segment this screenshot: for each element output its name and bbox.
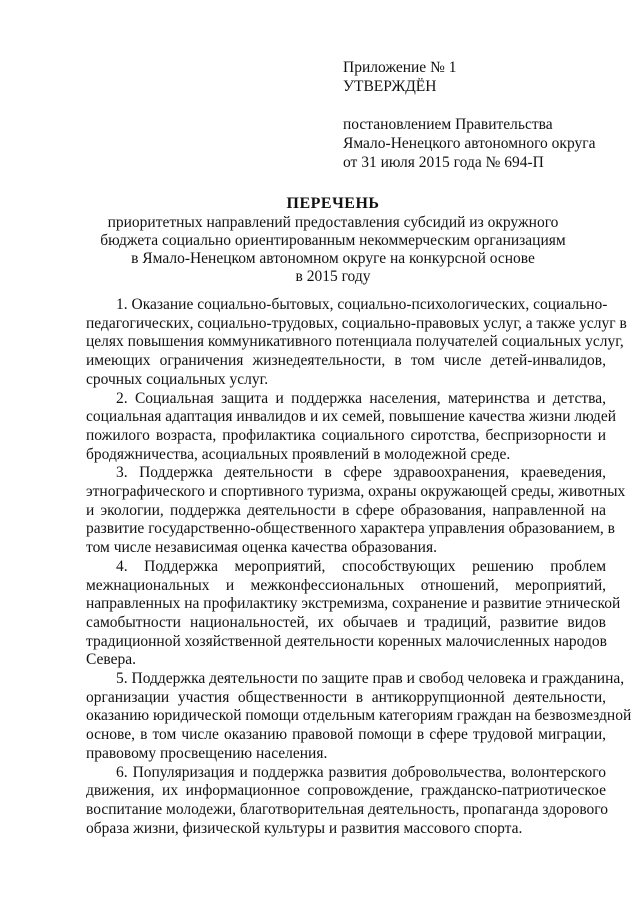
document-heading <box>60 194 606 286</box>
item-line: 5. Поддержка деятельности по защите прав и свобод человека и гражданина, <box>116 670 625 688</box>
item-line: правовому просвещению населения. <box>86 744 328 762</box>
list-item <box>86 389 616 465</box>
item-line: бродяжничества, асоциальных проявлений в молодежной среде. <box>86 445 511 463</box>
approved-stamp: УТВЕРЖДЁН <box>343 78 437 95</box>
item-line: Севера. <box>86 651 137 669</box>
subtitle-line: в 2015 году <box>295 268 371 285</box>
subtitle-line: приоритетных направлений предоставления субсидий из окружного <box>107 214 559 231</box>
item-line: традиционной хозяйственной деятельности коренных малочисленных народов <box>86 632 607 650</box>
list-item <box>86 464 626 558</box>
item-line: образа жизни, физической культуры и развития массового спорта. <box>86 819 523 837</box>
item-line: том числе независимая оценка качества образования. <box>86 539 437 557</box>
item-line: воспитание молодежи, благотворительная деятельность, пропаганда здорового <box>86 800 609 818</box>
item-line: основе, в том числе оказанию правовой помощи в сфере трудовой миграции, <box>86 726 606 744</box>
subtitle-line: в Ямало-Ненецком автономном округе на конкурсной основе <box>131 250 535 267</box>
item-line: социальная адаптация инвалидов и их семей, повышение качества жизни людей <box>86 408 616 426</box>
list-item <box>86 670 632 764</box>
item-line: этнографического и спортивного туризма, охраны окружающей среды, животных <box>86 483 626 501</box>
item-line: 3. Поддержка деятельности в сфере здравоохранения, краеведения, <box>116 464 606 482</box>
list-item <box>86 296 627 390</box>
item-line: направленных на профилактику экстремизма, сохранение и развитие этнической <box>86 595 621 613</box>
item-line: имеющих ограничения жизнедеятельности, в том числе детей-инвалидов, <box>86 352 606 370</box>
decree-line: от 31 июля 2015 года № 694-П <box>343 154 544 171</box>
item-line: педагогических, социально-трудовых, социально-правовых услуг, а также услуг в <box>86 314 627 332</box>
item-line: оказанию юридической помощи отдельным категориям граждан на безвозмездной <box>86 707 632 725</box>
list-item <box>86 557 621 670</box>
item-line: 2. Социальная защита и поддержка населения, материнства и детства, <box>116 389 606 407</box>
item-line: развитие государственно-общественного характера управления образованием, в <box>86 520 615 538</box>
decree-line: Ямало-Ненецкого автономного округа <box>343 135 596 152</box>
item-line: срочных социальных услуг. <box>86 370 269 388</box>
subtitle-line: бюджета социально ориентированным некоммерческим организациям <box>100 232 566 249</box>
item-line: пожилого возраста, профилактика социального сиротства, беспризорности и <box>86 426 606 444</box>
item-line: 4. Поддержка мероприятий, способствующих решению проблем <box>116 557 606 575</box>
document-title: ПЕРЕЧЕНЬ <box>286 195 380 212</box>
item-line: 6. Популяризация и поддержка развития добровольчества, волонтерского <box>116 763 606 781</box>
appendix-number: Приложение № 1 <box>343 59 457 76</box>
item-line: организации участия общественности в антикоррупционной деятельности, <box>86 688 606 706</box>
item-line: движения, их информационное сопровождение, гражданско-патриотическое <box>86 782 606 800</box>
decree-line: постановлением Правительства <box>343 116 553 133</box>
item-line: целях повышения коммуникативного потенциала получателей социальных услуг, <box>86 333 624 351</box>
item-line: и экологии, поддержка деятельности в сфере образования, направленной на <box>86 501 606 519</box>
approval-block <box>343 58 623 172</box>
item-line: 1. Оказание социально-бытовых, социально-психологических, социально- <box>116 296 608 313</box>
item-line: межнациональных и межконфессиональных отношений, мероприятий, <box>86 576 606 594</box>
priority-list <box>86 296 632 838</box>
item-line: самобытности национальностей, их обычаев и традиций, развитие видов <box>86 613 606 631</box>
approval-spacer <box>343 96 623 115</box>
list-item <box>86 763 609 839</box>
